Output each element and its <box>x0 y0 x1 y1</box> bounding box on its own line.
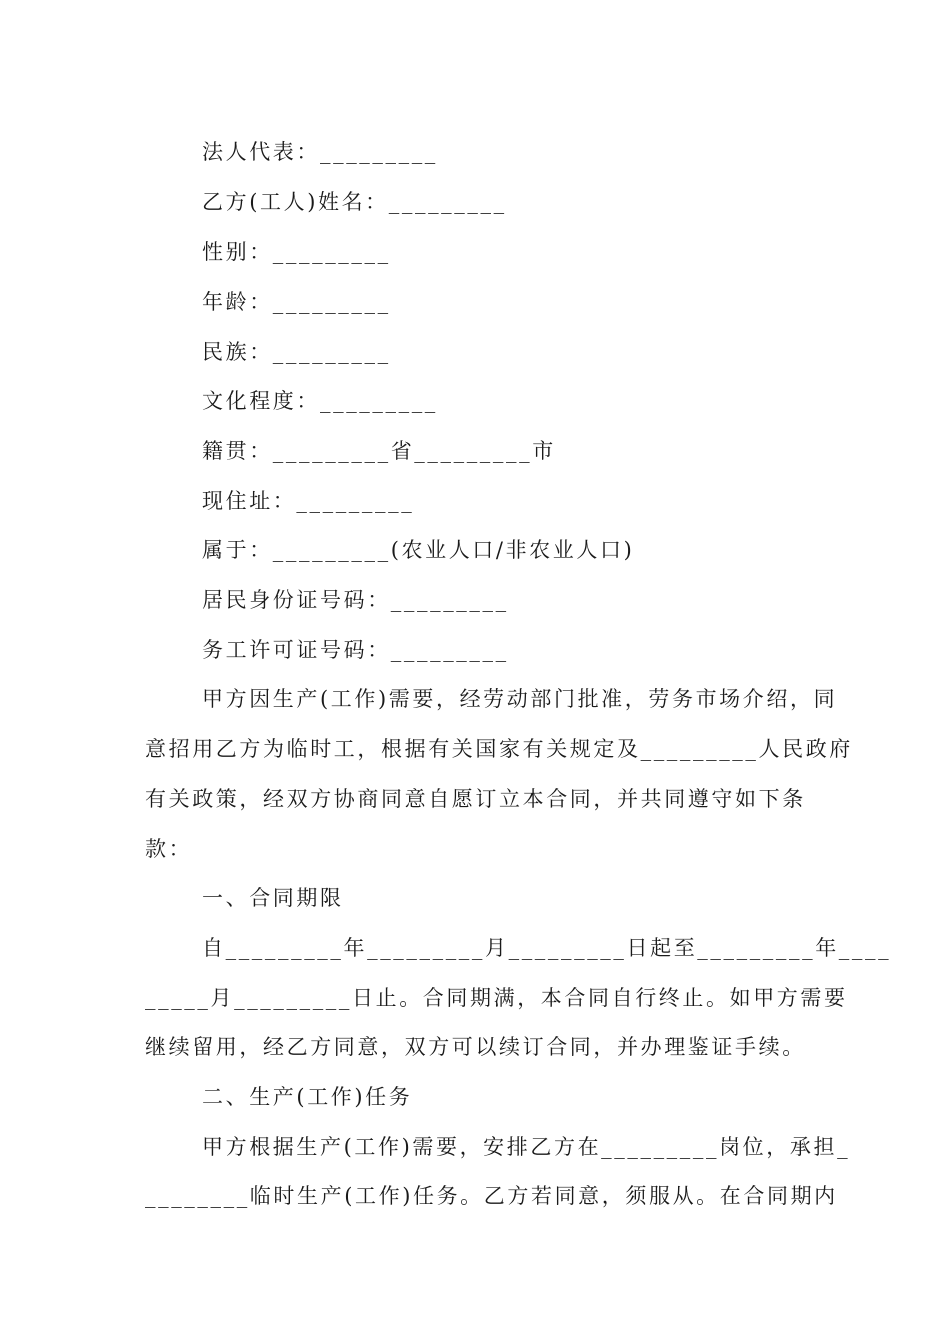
age-field: 年龄：_________ <box>202 290 391 314</box>
preamble-line: 甲方因生产(工作)需要，经劳动部门批准，劳务市场介绍，同 <box>202 687 838 711</box>
section-text-line: _____月_________日止。合同期满，本合同自行终止。如甲方需要 <box>145 986 848 1010</box>
section-text-line: ________临时生产(工作)任务。乙方若同意，须服从。在合同期内 <box>145 1184 838 1208</box>
address-field: 现住址：_________ <box>202 489 415 513</box>
worker-name-field: 乙方(工人)姓名：_________ <box>202 190 507 214</box>
legal-rep-field: 法人代表：_________ <box>202 140 438 164</box>
preamble-line: 有关政策，经双方协商同意自愿订立本合同，并共同遵守如下条 <box>145 787 806 811</box>
section-text-line: 自_________年_________月_________日起至_________年____ <box>202 936 892 960</box>
preamble-line: 款： <box>145 837 193 861</box>
section-heading-work-task: 二、生产(工作)任务 <box>202 1085 413 1109</box>
section-text-line: 继续留用，经乙方同意，双方可以续订合同，并办理鉴证手续。 <box>145 1035 806 1059</box>
household-field: 属于：_________(农业人口/非农业人口) <box>202 538 635 562</box>
id-number-field: 居民身份证号码：_________ <box>202 588 509 612</box>
native-place-field: 籍贯：_________省_________市 <box>202 439 556 463</box>
work-permit-field: 务工许可证号码：_________ <box>202 638 509 662</box>
education-field: 文化程度：_________ <box>202 389 438 413</box>
gender-field: 性别：_________ <box>202 240 391 264</box>
section-text-line: 甲方根据生产(工作)需要，安排乙方在_________岗位，承担_ <box>202 1135 851 1159</box>
preamble-line: 意招用乙方为临时工，根据有关国家有关规定及_________人民政府 <box>145 737 853 761</box>
ethnicity-field: 民族：_________ <box>202 340 391 364</box>
section-heading-contract-term: 一、合同期限 <box>202 886 344 910</box>
